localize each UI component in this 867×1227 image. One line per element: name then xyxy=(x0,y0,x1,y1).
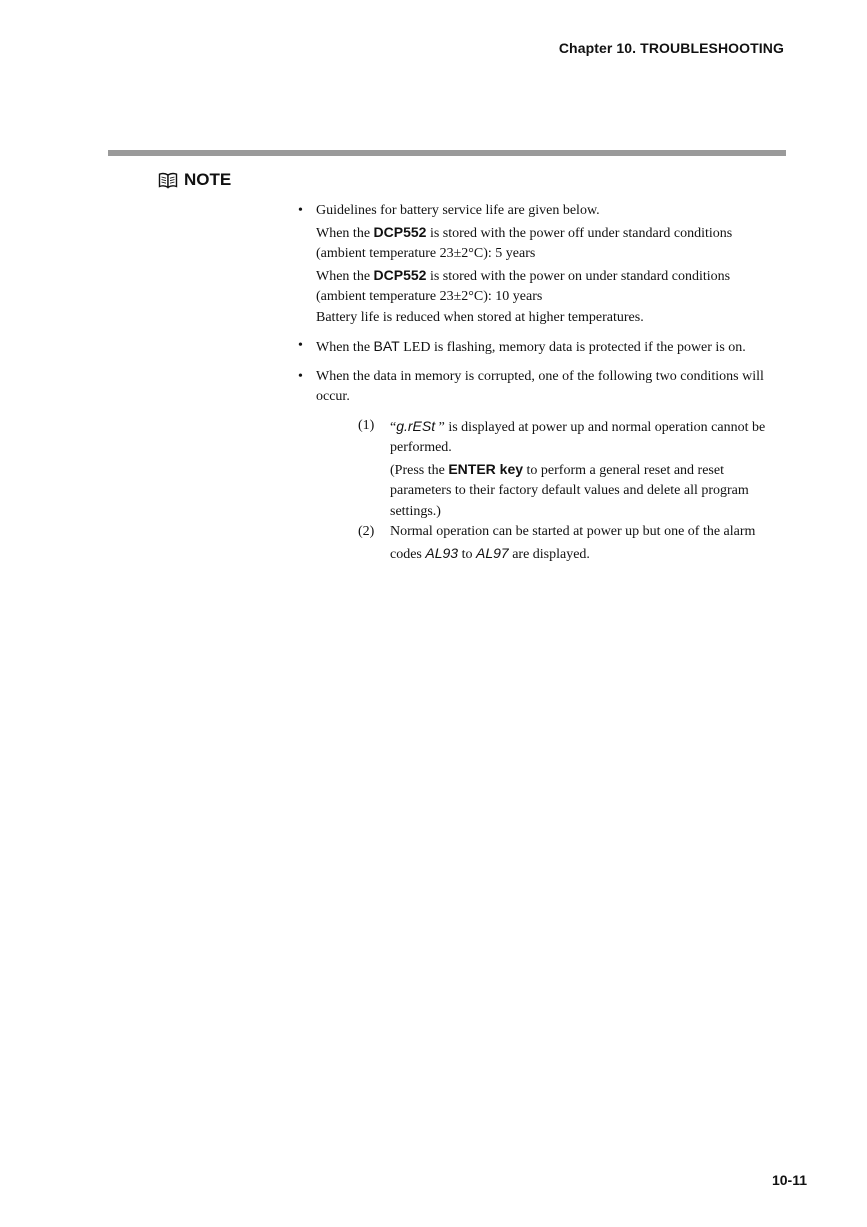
text-fragment: is stored with the power off under standard conditions xyxy=(426,225,733,241)
note-heading xyxy=(158,170,231,190)
condition-number: (2) xyxy=(358,524,375,539)
text-fragment: When the xyxy=(316,268,374,284)
display-code: g.rESt xyxy=(396,417,436,434)
key-name: ENTER key xyxy=(448,460,524,477)
power-off-condition-text: (ambient temperature 23±2°C): 5 years xyxy=(316,246,536,261)
text-fragment: Normal operation can be started at power up but one of the alarm codes xyxy=(390,524,756,562)
alarm-code: AL97 xyxy=(475,544,509,561)
condition-1-text xyxy=(390,416,788,459)
battery-guideline-text: Guidelines for battery service life are given below. xyxy=(316,203,600,218)
text-fragment: When the xyxy=(316,340,374,355)
chapter-header: Chapter 10. TROUBLESHOOTING xyxy=(558,40,784,56)
battery-temperature-text: Battery life is reduced when stored at higher temperatures. xyxy=(316,309,644,325)
text-fragment: are displayed. xyxy=(508,546,590,562)
condition-number: (1) xyxy=(358,417,375,433)
memory-corrupted-text: When the data in memory is corrupted, one of the following two conditions will occur. xyxy=(316,368,764,404)
text-fragment: When the xyxy=(316,225,374,241)
alarm-code: AL93 xyxy=(425,544,459,561)
note-content xyxy=(298,201,788,573)
model-name: DCP552 xyxy=(373,266,427,283)
text-fragment: to xyxy=(458,546,476,562)
note-title: NOTE xyxy=(184,170,232,189)
text-fragment: ” is displayed at power up and normal operation cannot be performed. xyxy=(390,419,766,455)
list-item-bat-led xyxy=(298,336,788,359)
battery-power-on-line xyxy=(316,265,788,288)
model-name: DCP552 xyxy=(373,223,427,240)
power-on-condition-text: (ambient temperature 23±2°C): 10 years xyxy=(316,289,543,304)
section-divider xyxy=(108,150,786,156)
page-number: 10-11 xyxy=(771,1172,807,1188)
text-fragment: LED is flashing, memory data is protected if the power is on. xyxy=(399,340,746,355)
list-item-battery-life xyxy=(298,201,788,328)
condition-item-1 xyxy=(316,416,788,523)
led-name: BAT xyxy=(373,338,400,354)
list-item-memory-corrupted xyxy=(298,367,788,566)
text-fragment: to perform a general reset and reset parameters to their factory default values and delete all program settings.) xyxy=(390,462,749,519)
condition-item-2 xyxy=(316,522,788,565)
condition-1-instruction xyxy=(390,459,788,523)
text-fragment: “ xyxy=(390,419,397,435)
condition-2-text xyxy=(390,522,788,565)
bullet-marker: • xyxy=(298,368,303,384)
battery-power-off-line xyxy=(316,222,788,245)
bullet-marker: • xyxy=(298,338,303,353)
text-fragment: is stored with the power on under standard conditions xyxy=(426,268,731,284)
book-icon xyxy=(158,172,178,189)
bat-led-text xyxy=(316,336,788,359)
bullet-marker: • xyxy=(298,203,303,218)
text-fragment: (Press the xyxy=(390,462,449,478)
